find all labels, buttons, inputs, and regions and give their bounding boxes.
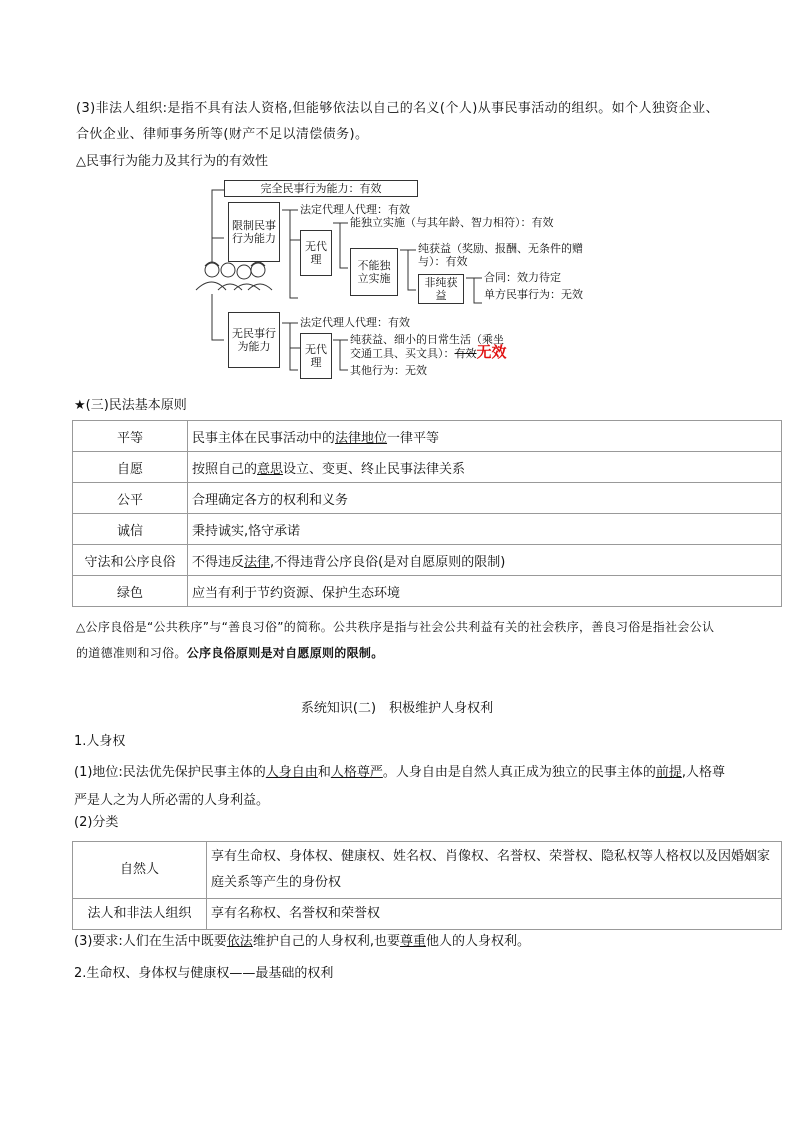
table-row [73, 452, 782, 483]
table-row [73, 576, 782, 607]
section-title: 系统知识(二) 积极维护人身权利 [300, 701, 494, 716]
legal-agent-2: 法定代理人代理：有效 [300, 316, 410, 329]
status-paragraph: (1)地位:民法优先保护民事主体的人身自由和人格尊严。人身自由是自然人真正成为独立的民事主体的前提,人格尊严是人之为人所必需的人身利益。 [74, 765, 726, 808]
validity-heading: △民事行为能力及其行为的有效性 [76, 154, 268, 169]
table-row [73, 899, 782, 930]
principle-content: 合理确定各方的权利和义务 [188, 483, 782, 514]
life-rights-heading: 2.生命权、身体权与健康权——最基础的权利 [74, 966, 334, 981]
rights-list: 享有生命权、身体权、健康权、姓名权、肖像权、名誉权、荣誉权、隐私权等人格权以及因婚姻家庭关系等产生的身份权 [207, 842, 782, 899]
non-pure-benefit-box: 非纯获益 [418, 274, 464, 304]
principle-name: 自愿 [73, 452, 188, 483]
no-agent-1-box: 无代理 [300, 230, 332, 276]
requirement-paragraph: (3)要求:人们在生活中既要依法维护自己的人身权利,也要尊重他人的人身权利。 [74, 934, 530, 949]
limited-capacity-box: 限制民事行为能力 [228, 202, 280, 262]
classification-table [72, 841, 782, 930]
principle-name: 平等 [73, 421, 188, 452]
intro-paragraph: (3)非法人组织:是指不具有法人资格,但能够依法以自己的名义(个人)从事民事活动的组织。如个人独资企业、合伙企业、律师事务所等(财产不足以清偿债务)。 [76, 101, 719, 142]
personal-rights-heading: 1.人身权 [74, 734, 126, 749]
unilateral-text: 单方民事行为：无效 [484, 288, 583, 301]
table-row [73, 842, 782, 899]
principle-content: 按照自己的意思设立、变更、终止民事法律关系 [188, 452, 782, 483]
rights-list: 享有名称权、名誉权和荣誉权 [207, 899, 782, 930]
public-order-note: △公序良俗是“公共秩序”与“善良习俗”的简称。公共秩序是指与社会公共利益有关的社会秩序，善良习俗是指社会公认的道德准则和习俗。公序良俗原则是对自愿原则的限制。 [76, 620, 715, 660]
struck-effective: 有效 [454, 347, 477, 360]
classification-heading: (2)分类 [74, 815, 119, 830]
full-capacity-box: 完全民事行为能力：有效 [224, 180, 418, 197]
not-independent-box: 不能独立实施 [350, 248, 398, 296]
independent-text: 能独立实施（与其年龄、智力相符）：有效 [350, 216, 554, 229]
principles-title: ★(三)民法基本原则 [74, 398, 187, 413]
table-row [73, 483, 782, 514]
capacity-diagram [190, 178, 610, 388]
other-acts: 其他行为：无效 [350, 364, 427, 377]
principle-name: 公平 [73, 483, 188, 514]
pure-benefit-2b: 交通工具、买文具）：有效无效 [350, 343, 507, 361]
subject-type: 法人和非法人组织 [73, 899, 207, 930]
table-row [73, 421, 782, 452]
principle-content: 民事主体在民事活动中的法律地位一律平等 [188, 421, 782, 452]
principle-name: 绿色 [73, 576, 188, 607]
subject-type: 自然人 [73, 842, 207, 899]
principle-name: 诚信 [73, 514, 188, 545]
correction-invalid: 无效 [476, 343, 507, 361]
family-illustration-icon [196, 262, 272, 290]
contract-text: 合同：效力待定 [484, 271, 561, 284]
principle-name: 守法和公序良俗 [73, 545, 188, 576]
no-agent-2-box: 无代理 [300, 333, 332, 379]
pure-benefit-1: 纯获益（奖励、报酬、无条件的赠与）：有效 [418, 242, 583, 268]
table-row [73, 514, 782, 545]
legal-agent-1: 法定代理人代理：有效 [300, 203, 410, 216]
no-capacity-box: 无民事行为能力 [228, 312, 280, 368]
pure-benefit-2a: 纯获益、细小的日常生活（乘坐 [350, 333, 504, 346]
table-row [73, 545, 782, 576]
principle-content: 秉持诚实,恪守承诺 [188, 514, 782, 545]
principle-content: 应当有利于节约资源、保护生态环境 [188, 576, 782, 607]
principles-table [72, 420, 782, 607]
principle-content: 不得违反法律,不得违背公序良俗(是对自愿原则的限制) [188, 545, 782, 576]
